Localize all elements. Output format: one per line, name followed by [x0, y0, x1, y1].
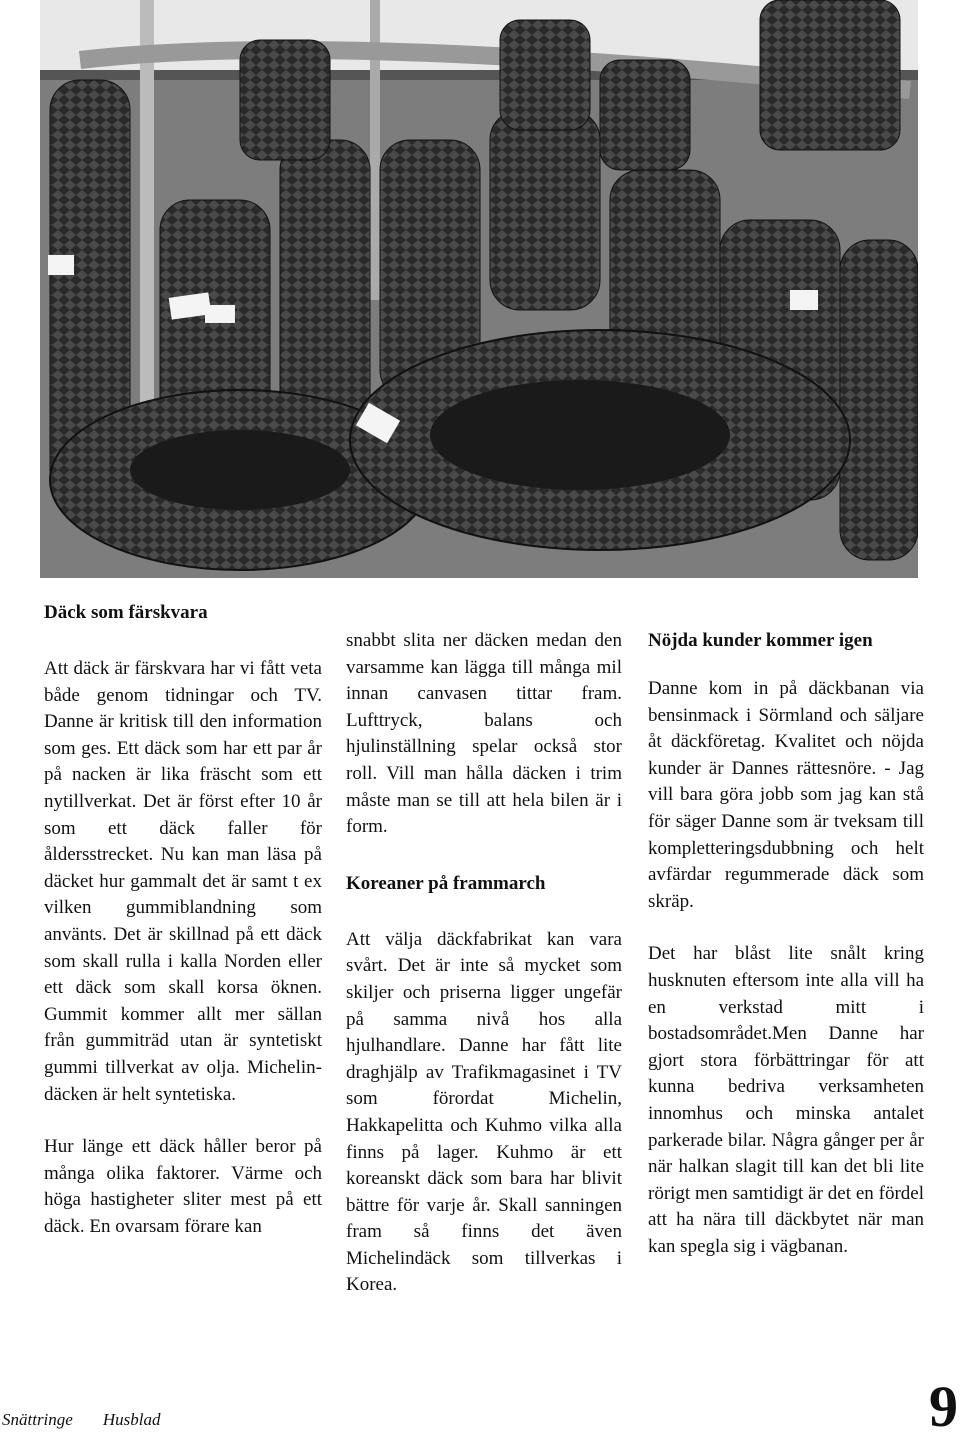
publication-type: Husblad [102, 1410, 161, 1429]
tire-photo-illustration [40, 0, 918, 578]
paragraph: Att däck är färskvara har vi fått veta både genom tidningar och TV. Danne är kritisk till den information som ges. Ett däck som har ett par år på nacken är lika fräscht som ett nytillverkat. Det är först efter 10 år som ett däck faller för åldersstrecket. Nu kan man läsa på däcket hur gammalt det är samt t ex vilken gummiblandning som använts. Det är skillnad på ett däck som skall rulla i kalla Norden eller ett däck som skall korsa öknen. Gummit kommer allt mer sällan från gummiträd utan är syntetiskt gummi tillverkat av olja. Michelin-däcken är helt syntetiska. [44, 658, 322, 1105]
page-number: 9 [929, 1374, 958, 1439]
article-column-2 [346, 628, 622, 1299]
tire-warehouse-photo [40, 0, 918, 578]
publication-footer [2, 1410, 160, 1430]
paragraph: Danne kom in på däckbanan via bensinmack i Sörmland och säljare åt däckföretag. Kvalitet och nöjda kunder är Dannes rättesnöre. - Jag vill bara göra jobb som jag kan stå för säger Danne som är tveksam till kompletteringsdubbning och helt avfärdar regummerade däck som skräp. [648, 678, 924, 912]
section-heading-koreans: Koreaner på frammarch [346, 872, 546, 894]
publication-name: Snättringe [2, 1410, 73, 1429]
article-column-1 [44, 600, 322, 1240]
paragraph: Det har blåst lite snålt kring husknuten eftersom inte alla vill ha en verkstad mitt i bostadsområdet.Men Danne har gjort stora förbättringar för att kunna bedriva verksamheten innomhus och minska antalet parkerade bilar. Några gånger per år när halkan slagit till kan det bli lite rörigt men samtidigt är det en fördel att ha nära till däckbytet när man kan spegla sig i vägbanan. [648, 943, 924, 1257]
section-heading-fresh-tires: Däck som färskvara [44, 602, 208, 623]
paragraph: Hur länge ett däck håller beror på många olika faktorer. Värme och höga hastigheter sliter mest på ett däck. En ovarsam förare kan [44, 1136, 322, 1237]
section-heading-satisfied-customers: Nöjda kunder kommer igen [648, 630, 873, 651]
paragraph: Att välja däckfabrikat kan vara svårt. Det är inte så mycket som skiljer och priserna ligger ungefär på samma nivå hos alla hjulhandlare. Danne har fått lite draghjälp av Trafikmagasinet i TV som förordat Michelin, Hakkapelitta och Kuhmo vilka alla finns på lager. Kuhmo är ett koreanskt däck som bara har blivit bättre för varje år. Skall sanningen fram så finns det även Michelindäck som tillverkas i Korea. [346, 928, 622, 1296]
paragraph: snabbt slita ner däcken medan den varsamme kan lägga till många mil innan canvasen tittar fram. Lufttryck, balans och hjulinställning spelar också stor roll. Vill man hålla däcken i trim måste man se till att hela bilen är i form. [346, 630, 622, 838]
article-column-3 [648, 628, 924, 1260]
